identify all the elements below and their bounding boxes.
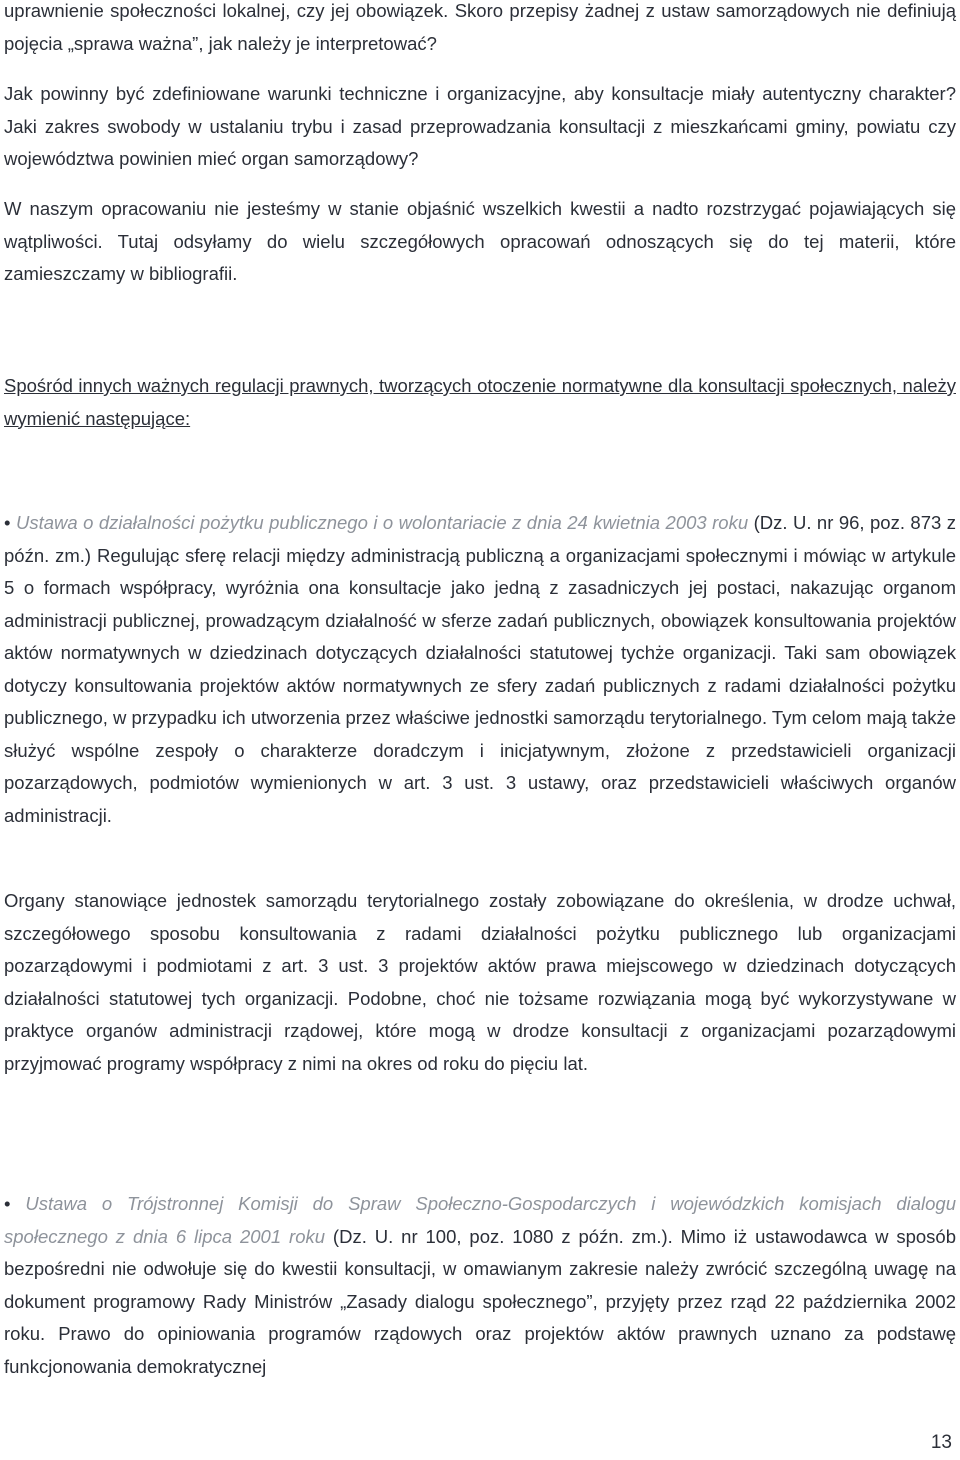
bullet-item-2 [4, 1188, 956, 1383]
page-number: 13 [930, 1432, 952, 1453]
law-title-1: Ustawa o działalności pożytku publicznego i o wolontariacie z dnia 24 kwietnia 2003 roku [15, 512, 749, 533]
bullet-icon: • [4, 1193, 11, 1214]
law-title-2: Ustawa o Trójstronnej Komisji do Spraw Społeczno-Gospodarczych i wojewódzkich komisjach dialogu społecznego z dnia 6 lipca 2001 roku [4, 1193, 957, 1247]
paragraph-2: Jak powinny być zdefiniowane warunki techniczne i organizacyjne, aby konsultacje miały autentyczny charakter? Jaki zakres swobody w ustalaniu trybu i zasad przeprowadzania konsultacji z mieszkańcami gminy, powiatu czy województwa powinien mieć organ samorządowy? [4, 83, 956, 169]
paragraph-1: uprawnienie społeczności lokalnej, czy jej obowiązek. Skoro przepisy żadnej z ustaw samorządowych nie definiują pojęcia „sprawa ważna”, jak należy je interpretować? [4, 0, 956, 54]
bullet-item-1-text: (Dz. U. nr 96, poz. 873 z późn. zm.) Regulując sferę relacji między administracją publiczną a organizacjami społecznymi i mówiąc w artykule 5 o formach współpracy, wyróżnia ona konsultacje jako jedną z zasadniczych jej postaci, nakazując organom administracji publicznej, prowadzącym działalność w sferze zadań publicznych, obowiązek konsultowania projektów aktów normatywnych w dziedzinach dotyczących działalności statutowej tychże organizacji. Taki sam obowiązek dotyczy konsultowania projektów aktów normatywnych ze sfery zadań publicznych z radami działalności pożytku publicznego, w przypadku ich utworzenia przez właściwe jednostki samorządu terytorialnego. Tym celom mają także służyć wspólne zespoły o charakterze doradczym i inicjatywnym, złożone z przedstawicieli organizacji pozarządowych, podmiotów wymienionych w art. 3 ust. 3 ustawy, oraz przedstawicieli właściwych organów administracji. [4, 512, 956, 826]
paragraph-3: W naszym opracowaniu nie jesteśmy w stanie objaśnić wszelkich kwestii a nadto rozstrzygać pojawiających się wątpliwości. Tutaj odsyłamy do wielu szczegółowych opracowań odnoszących się do tej materii, które zamieszczamy w bibliografii. [4, 198, 956, 284]
bullet-item-2-text: (Dz. U. nr 100, poz. 1080 z późn. zm.). Mimo iż ustawodawca w sposób bezpośredni nie odwołuje się do kwestii konsultacji, w omawianym zakresie należy zwrócić szczególną uwagę na dokument programowy Rady Ministrów „Zasady dialogu społecznego”, przyjęty przez rząd 22 października 2002 roku. Prawo do opiniowania programów rządowych oraz projektów aktów prawnych uznano za podstawę funkcjonowania demokratycznej [4, 1225, 956, 1377]
paragraph-6: Organy stanowiące jednostek samorządu terytorialnego zostały zobowiązane do określenia, w drodze uchwał, szczegółowego sposobu konsultowania z radami działalności pożytku publicznego lub organizacjami pozarządowymi i podmiotami z art. 3 ust. 3 projektów aktów prawa miejscowego w dziedzinach dotyczących działalności statutowej tych organizacji. Podobne, choć nie tożsame rozwiązania mogą być wykorzystywane w praktyce organów administracji rządowej, które mogą w drodze konsultacji z organizacjami pozarządowymi przyjmować programy współpracy z nimi na okres od roku do pięciu lat. [4, 890, 956, 1074]
bullet-icon: • [4, 512, 11, 533]
section-intro-underlined: Spośród innych ważnych regulacji prawnych, tworzących otoczenie normatywne dla konsultacji społecznych, należy wymienić następujące: [4, 375, 956, 429]
bullet-item-1 [4, 507, 956, 832]
